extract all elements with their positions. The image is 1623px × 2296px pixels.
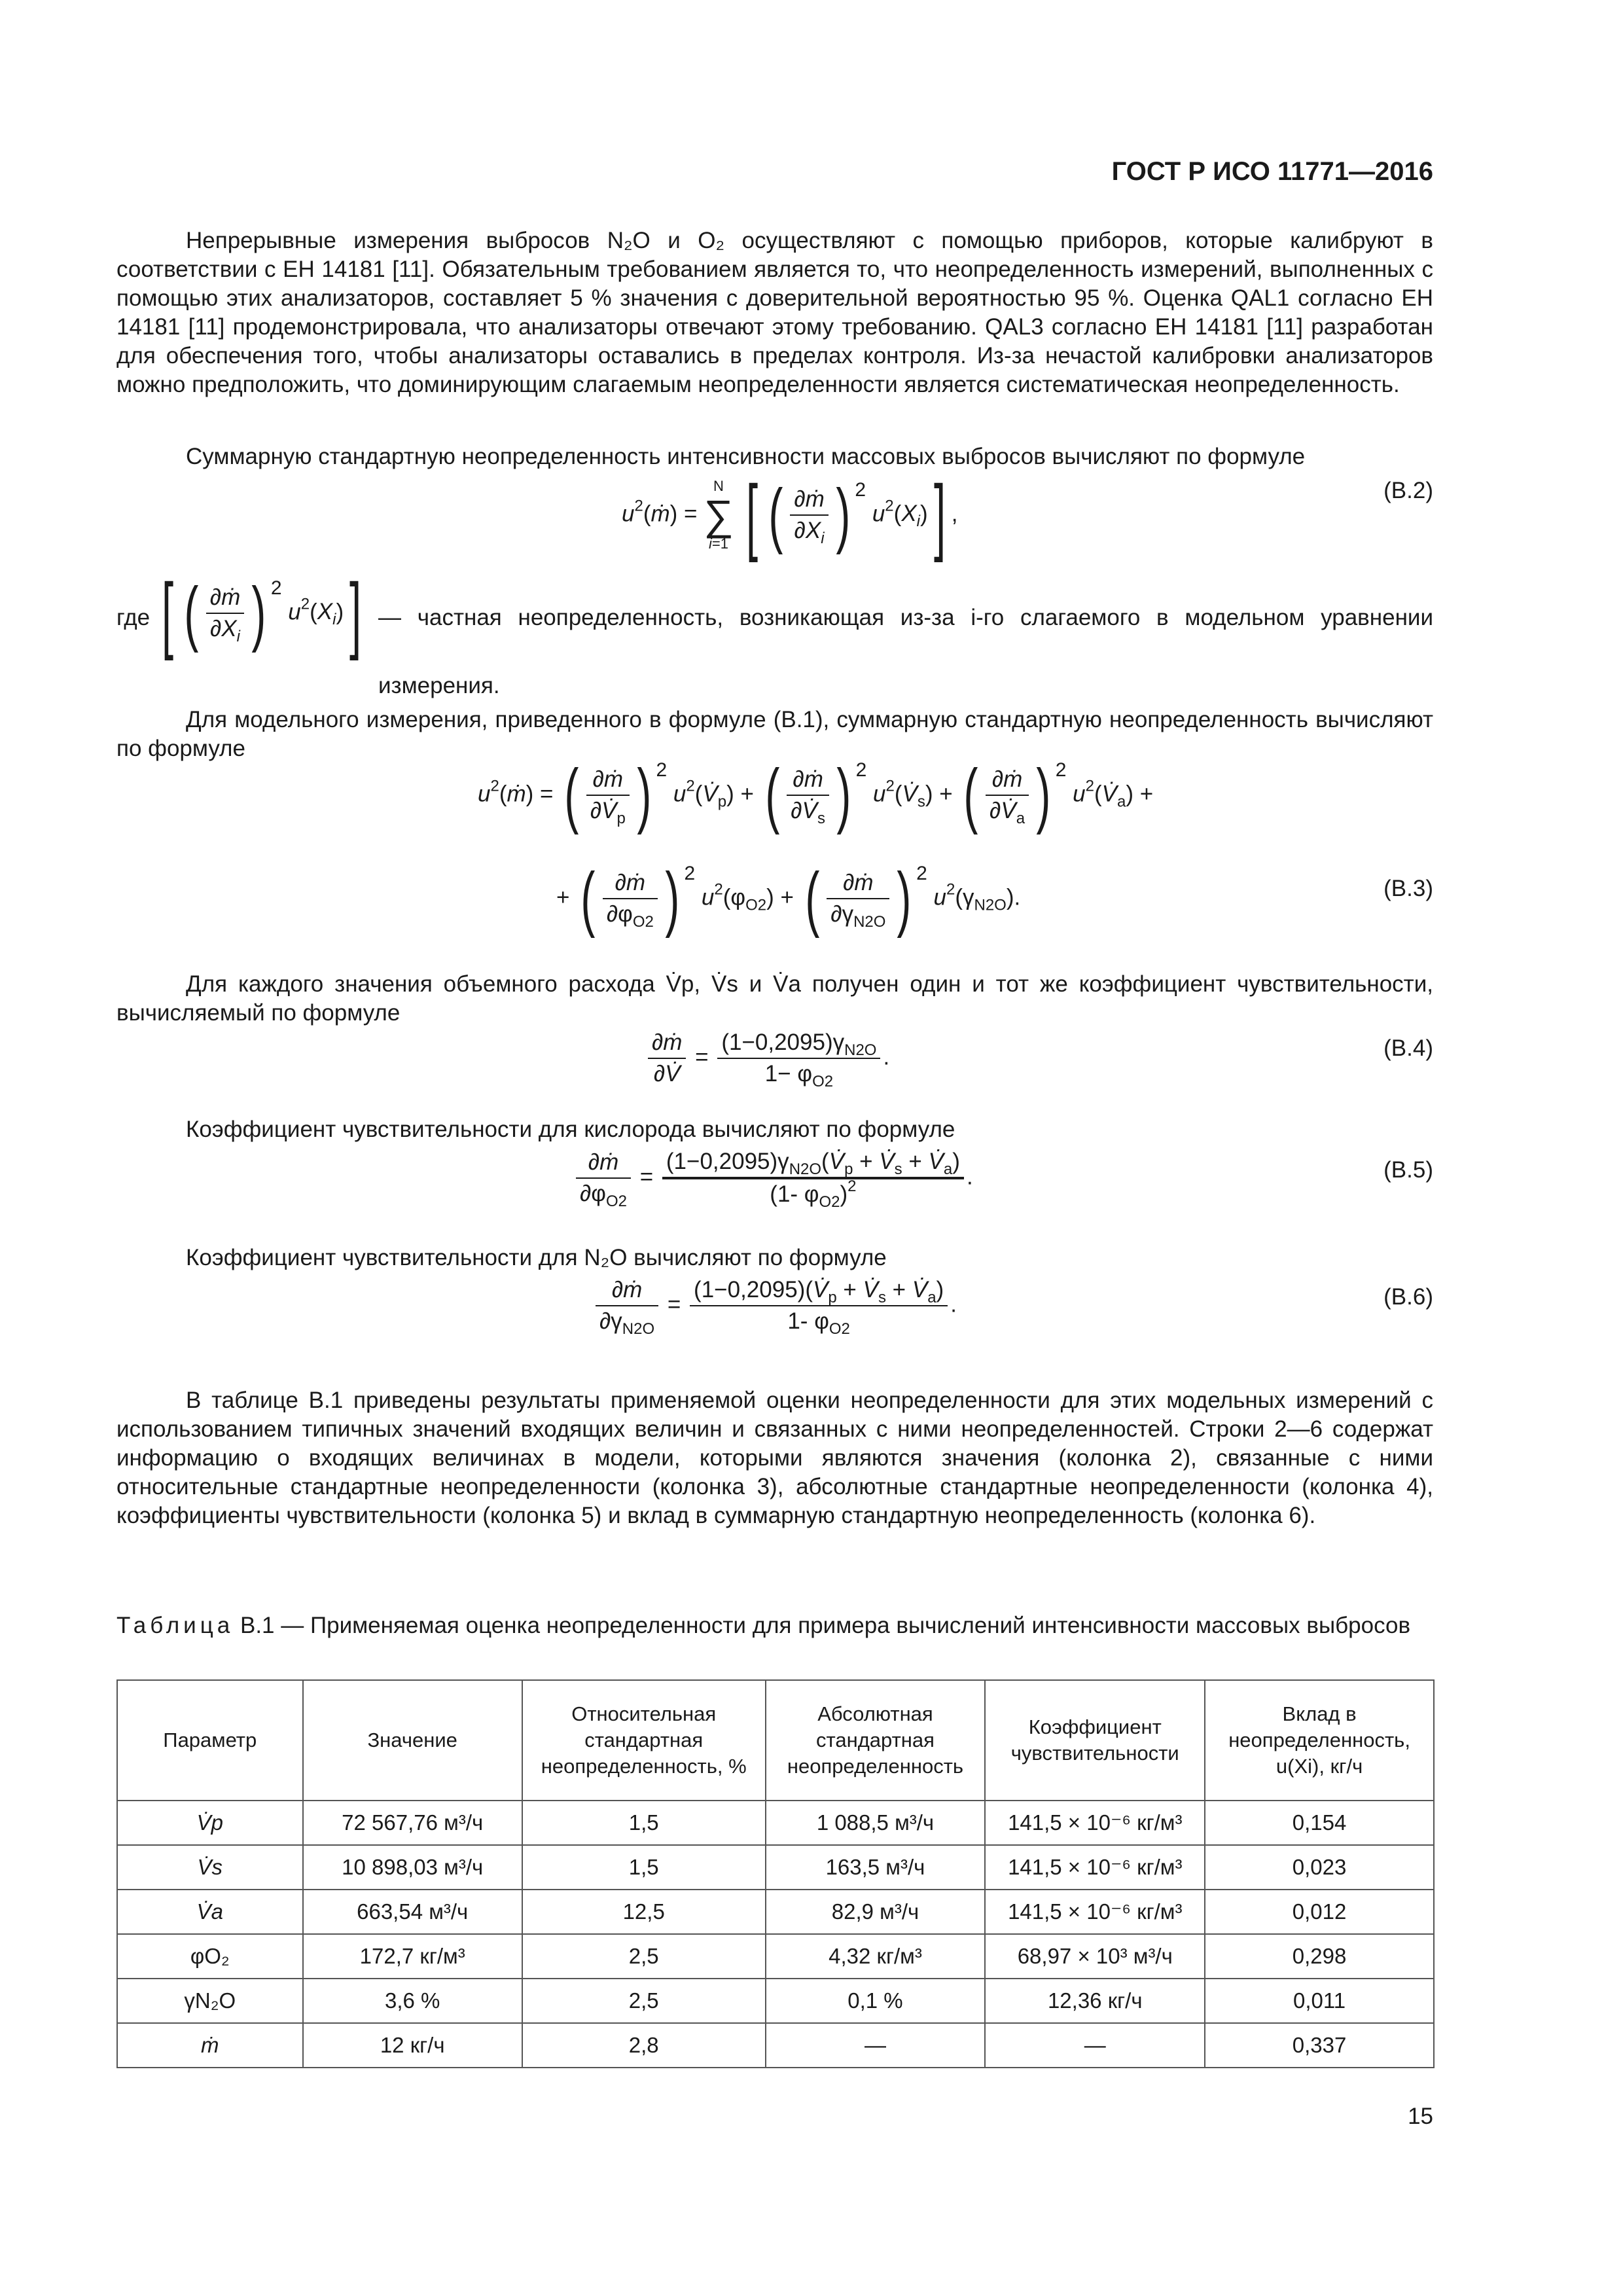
cell-coefficient: 12,36 кг/ч bbox=[985, 1979, 1205, 2023]
cell-relative: 1,5 bbox=[522, 1845, 766, 1890]
cell-coefficient: 68,97 × 10³ м³/ч bbox=[985, 1934, 1205, 1979]
cell-absolute: 163,5 м³/ч bbox=[766, 1845, 986, 1890]
where-text-continued: измерения. bbox=[378, 673, 500, 698]
cell-coefficient: — bbox=[985, 2023, 1205, 2068]
cell-value: 172,7 кг/м³ bbox=[303, 1934, 522, 1979]
cell-relative: 1,5 bbox=[522, 1801, 766, 1845]
cell-parameter: γN₂O bbox=[117, 1979, 303, 2023]
cell-value: 12 кг/ч bbox=[303, 2023, 522, 2068]
where-label: где bbox=[116, 605, 151, 630]
cell-absolute: 82,9 м³/ч bbox=[766, 1890, 986, 1934]
header-absolute-uncertainty: Абсолютная стандартная неопределенность bbox=[766, 1680, 986, 1801]
table-caption-text: В.1 — Применяемая оценка неопределенности для примера вычислений интенсивности массовых выбросов bbox=[240, 1613, 1411, 1638]
equation-b5: $\frac{\text{∂ṁ}}{\partial\varphi_{O2}}$ = $\frac{(1-0,2095)\gamma_{N2O}(V̇_p + V̇_s + V̇_a)}{(1- \varphi_{O2})^2}$ . bbox=[573, 1147, 973, 1210]
cell-contribution: 0,023 bbox=[1205, 1845, 1434, 1890]
paragraph-volume-flow: Для каждого значения объемного расхода V̇p, V̇s и V̇a получен один и тот же коэффициент чувствительности, bbox=[186, 971, 1433, 997]
header-value: Значение bbox=[303, 1680, 522, 1801]
table-row bbox=[117, 1890, 1434, 1934]
uncertainty-table bbox=[116, 1679, 1435, 2068]
equation-b5-number: (В.5) bbox=[1383, 1157, 1433, 1183]
equation-b2-number: (В.2) bbox=[1383, 478, 1433, 503]
where-text: — частная неопределенность, возникающая из-за i-го слагаемого в модельном уравнении bbox=[378, 605, 1433, 630]
cell-value: 663,54 м³/ч bbox=[303, 1890, 522, 1934]
cell-parameter: V̇p bbox=[117, 1801, 303, 1845]
cell-contribution: 0,011 bbox=[1205, 1979, 1434, 2023]
paragraph-oxygen-coefficient: Коэффициент чувствительности для кислорода вычисляют по формуле bbox=[186, 1117, 955, 1142]
paragraph-volume-flow-continued: вычисляемый по формуле bbox=[116, 1000, 401, 1026]
header-parameter: Параметр bbox=[117, 1680, 303, 1801]
cell-parameter: V̇a bbox=[117, 1890, 303, 1934]
cell-relative: 12,5 bbox=[522, 1890, 766, 1934]
cell-relative: 2,5 bbox=[522, 1934, 766, 1979]
table-caption-label: Таблица bbox=[116, 1613, 234, 1638]
equation-b3-line2: + ( $\frac{\text{∂ṁ}}{\partial\varphi_{O2}}$ ) 2 $u^2(\varphi_{O2})$ + ( $\frac{\text{∂ṁ}}{\partial\gamma_{N2O}}$ ) 2 $u^2(\gamma_{N2O})$. bbox=[556, 858, 1021, 939]
paragraph-table-description: В таблице В.1 приведены результаты применяемой оценки неопределенности для этих модельных измерений с использованием типичных значений входящих величин и связанных с ними неопределенностей. Строки 2—6 содержат информацию о входящих величинах в модели, которыми являются значения (колонка 2), связанные с ними относительные стандартные неопределенности (колонка 3), абсолютные стандартные неопределенности (колонка 4), коэффициенты чувствительности (колонка 5) и вклад в суммарную стандартную неопределенность (колонка 6). bbox=[116, 1388, 1433, 1528]
cell-coefficient: 141,5 × 10⁻⁶ кг/м³ bbox=[985, 1890, 1205, 1934]
cell-absolute: 0,1 % bbox=[766, 1979, 986, 2023]
table-row bbox=[117, 1801, 1434, 1845]
cell-contribution: 0,298 bbox=[1205, 1934, 1434, 1979]
cell-parameter: V̇s bbox=[117, 1845, 303, 1890]
cell-parameter: φO₂ bbox=[117, 1934, 303, 1979]
table-row bbox=[117, 2023, 1434, 2068]
table-header-row bbox=[117, 1680, 1434, 1801]
table-caption bbox=[116, 1611, 1433, 1640]
equation-b2: $u^2(ṁ) = N$ ∑ i=1 [ ( $\frac{\text{∂ṁ}}{\partial X_i}$ ) 2 $u^2(X_i)$] , bbox=[622, 467, 958, 563]
cell-contribution: 0,154 bbox=[1205, 1801, 1434, 1845]
header-contribution: Вклад в неопределенность, u(Xi), кг/ч bbox=[1205, 1680, 1434, 1801]
cell-value: 3,6 % bbox=[303, 1979, 522, 2023]
equation-b4: $\frac{\text{∂ṁ}}{\partial V̇}$ = $\frac{(1-0,2095)\gamma_{N2O}}{1- \varphi_{O2}}$ . bbox=[645, 1028, 889, 1089]
equation-b3-line1: $u^2(ṁ)$ = ( $\frac{\text{∂ṁ}}{\partial V̇_p}$ ) 2 $u^2(V̇_p)$ + ( $\frac{\text{∂ṁ}}{\partial V̇_s}$ ) 2 $u^2(V̇_s)$ + ( $\frac{\text{∂ṁ}}{\partial V̇_a}$ ) 2 $u^2(V̇_a)$ + bbox=[478, 755, 1154, 835]
const-expression: (1−0,2095) bbox=[721, 1030, 833, 1055]
paragraph-combined-uncertainty: Суммарную стандартную неопределенность интенсивности массовых выбросов вычисляют по формуле bbox=[186, 444, 1306, 469]
where-expression: [ ( $\frac{\text{∂ṁ}}{\partial X_i}$ ) 2 $u^2(X_i)$] bbox=[162, 565, 362, 661]
paragraph-n2o-coefficient: Коэффициент чувствительности для N₂O вычисляют по формуле bbox=[186, 1245, 887, 1270]
paragraph-model-measurement: Для модельного измерения, приведенного в формуле (В.1), суммарную стандартную неопределенность вычисляют по формуле bbox=[116, 707, 1433, 761]
document-header: ГОСТ Р ИСО 11771—2016 bbox=[1111, 157, 1433, 186]
paragraph-calibration: Непрерывные измерения выбросов N₂O и O₂ осуществляют с помощью приборов, которые калибруют в соответствии с ЕН 14181 [11]. Обязательным требованием является то, что неопределенность измерений, выполненных с помощью этих анализаторов, составляет 5 % значения с доверительной вероятностью 95 %. Оценка QAL1 согласно ЕН 14181 [11] продемонстрировала, что анализаторы отвечают этому требованию. QAL3 согласно ЕН 14181 [11] разработан для обеспечения того, чтобы анализаторы оставались в пределах контроля. Из-за нечастой калибровки анализаторов можно предположить, что доминирующим слагаемым неопределенности является систематическая неопределенность. bbox=[116, 228, 1433, 397]
cell-coefficient: 141,5 × 10⁻⁶ кг/м³ bbox=[985, 1845, 1205, 1890]
equation-b4-number: (В.4) bbox=[1383, 1035, 1433, 1061]
equation-b3-number: (В.3) bbox=[1383, 876, 1433, 901]
equation-b6-number: (В.6) bbox=[1383, 1284, 1433, 1310]
cell-contribution: 0,337 bbox=[1205, 2023, 1434, 2068]
table-row bbox=[117, 1934, 1434, 1979]
header-sensitivity-coefficient: Коэффициент чувствительности bbox=[985, 1680, 1205, 1801]
cell-absolute: 4,32 кг/м³ bbox=[766, 1934, 986, 1979]
cell-coefficient: 141,5 × 10⁻⁶ кг/м³ bbox=[985, 1801, 1205, 1845]
table-row bbox=[117, 1979, 1434, 2023]
cell-value: 72 567,76 м³/ч bbox=[303, 1801, 522, 1845]
equation-b6: $\frac{\text{∂ṁ}}{\partial\gamma_{N2O}}$ = $\frac{(1-0,2095)(V̇_p + V̇_s + V̇_a)}{1- \varphi_{O2}}$ . bbox=[593, 1275, 957, 1336]
cell-relative: 2,8 bbox=[522, 2023, 766, 2068]
cell-parameter: ṁ bbox=[117, 2023, 303, 2068]
cell-absolute: 1 088,5 м³/ч bbox=[766, 1801, 986, 1845]
header-relative-uncertainty: Относительная стандартная неопределенность, % bbox=[522, 1680, 766, 1801]
cell-relative: 2,5 bbox=[522, 1979, 766, 2023]
cell-contribution: 0,012 bbox=[1205, 1890, 1434, 1934]
cell-value: 10 898,03 м³/ч bbox=[303, 1845, 522, 1890]
table-row bbox=[117, 1845, 1434, 1890]
page-number: 15 bbox=[1408, 2104, 1433, 2129]
cell-absolute: — bbox=[766, 2023, 986, 2068]
